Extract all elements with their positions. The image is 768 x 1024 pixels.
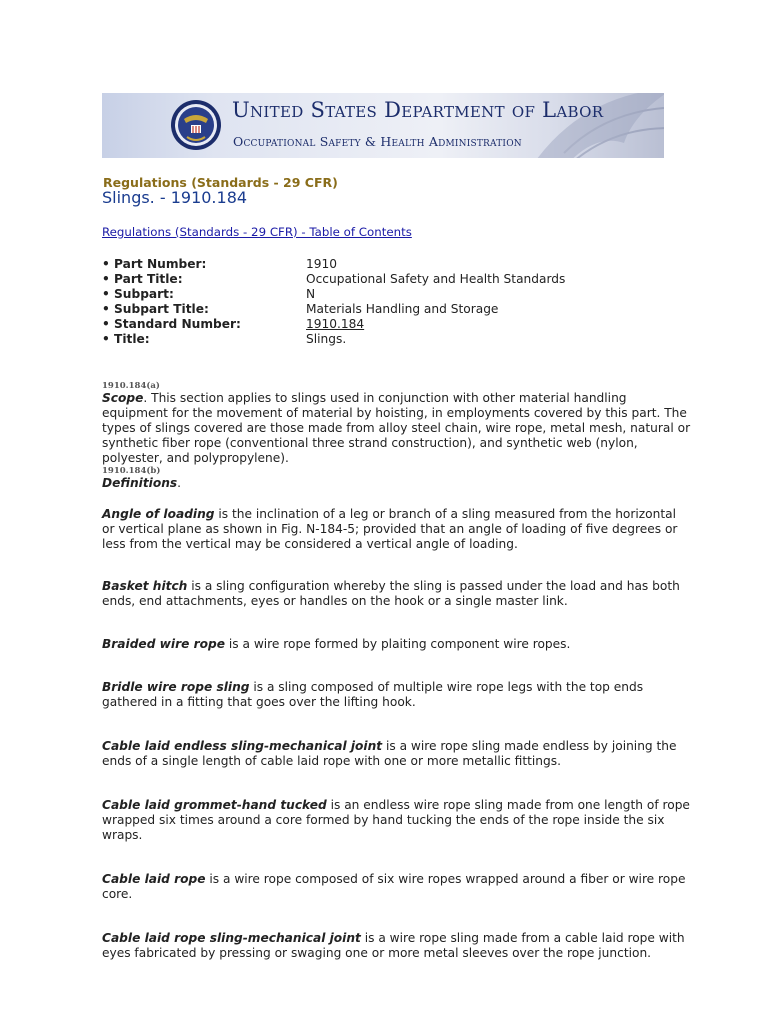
- definitions-suffix: .: [177, 476, 182, 490]
- definition-text: is a sling configuration whereby the sling is passed under the load and has both ends, end attachments, eyes or handles on the hook or a single master link.: [102, 579, 680, 608]
- banner-department-title: United States Department of Labor: [232, 98, 604, 122]
- dol-osha-banner: [102, 93, 664, 158]
- table-of-contents-link[interactable]: Regulations (Standards - 29 CFR) - Table of Contents: [102, 225, 412, 239]
- meta-label: • Subpart Title:: [102, 302, 209, 316]
- regulation-content: [102, 381, 692, 961]
- definition-term: Angle of loading: [102, 507, 215, 521]
- definition-text: is an endless wire rope sling made from one length of rope wrapped six times around a core formed by hand tucking the ends of the rope inside the six wraps.: [102, 798, 690, 842]
- definition-text: is a wire rope sling made endless by joining the ends of a single length of cable laid rope with one or more metallic fittings.: [102, 739, 677, 768]
- paragraph-id-a: 1910.184(a): [102, 381, 160, 391]
- scope-term: Scope: [102, 391, 144, 405]
- meta-label: • Part Title:: [102, 272, 183, 286]
- meta-value: N: [306, 287, 316, 301]
- definition-term: Cable laid rope: [102, 872, 206, 886]
- definitions-heading: [102, 476, 692, 491]
- definition-cable-laid-rope-sling: [102, 931, 692, 961]
- paragraph-id-b: 1910.184(b): [102, 466, 161, 476]
- definitions-term: Definitions: [102, 476, 178, 490]
- meta-value: 1910: [306, 257, 338, 271]
- definition-text: is a wire rope composed of six wire ropes wrapped around a fiber or wire rope core.: [102, 872, 686, 901]
- definition-cable-laid-rope: [102, 872, 692, 902]
- definition-text: is a wire rope formed by plaiting component wire ropes.: [225, 637, 571, 651]
- definition-text: is a wire rope sling made from a cable laid rope with eyes fabricated by pressing or swaging one or more metal sleeves over the rope junction.: [102, 931, 685, 960]
- meta-label: • Standard Number:: [102, 317, 241, 331]
- definition-text: is the inclination of a leg or branch of a sling measured from the horizontal or vertical plane as shown in Fig. N-184-5; provided that an angle of loading of five degrees or less from the vertical may be considered a vertical angle of loading.: [102, 507, 678, 551]
- meta-label: • Subpart:: [102, 287, 174, 301]
- definition-cable-laid-grommet: [102, 798, 692, 843]
- scope-paragraph: [102, 391, 692, 466]
- meta-value: Materials Handling and Storage: [306, 302, 499, 316]
- dol-seal-icon: [170, 99, 222, 151]
- definition-term: Basket hitch: [102, 579, 188, 593]
- standard-number-link[interactable]: 1910.184: [306, 317, 365, 331]
- meta-value: Occupational Safety and Health Standards: [306, 272, 566, 286]
- banner-agency-title: Occupational Safety & Health Administration: [233, 134, 522, 149]
- definition-cable-laid-endless-sling: [102, 739, 692, 769]
- definition-term: Bridle wire rope sling: [102, 680, 250, 694]
- definition-braided-wire-rope: [102, 637, 692, 652]
- definition-term: Braided wire rope: [102, 637, 225, 651]
- meta-value: Slings.: [306, 332, 347, 346]
- scope-text: . This section applies to slings used in conjunction with other material handling equipment for the movement of material by hoisting, in employments covered by this part. The types of slings covered are those made from alloy steel chain, wire rope, metal mesh, natural or synthetic fiber rope (conventional three strand construction), and synthetic web (nylon, polyester, and polypropylene).: [102, 391, 691, 465]
- meta-label: • Part Number:: [102, 257, 207, 271]
- page-title: Slings. - 1910.184: [102, 188, 248, 207]
- definition-basket-hitch: [102, 579, 692, 609]
- definition-bridle-wire-rope-sling: [102, 680, 692, 710]
- definition-angle-of-loading: [102, 507, 692, 552]
- definition-term: Cable laid rope sling-mechanical joint: [102, 931, 361, 945]
- definition-term: Cable laid endless sling-mechanical joint: [102, 739, 383, 753]
- definition-text: is a sling composed of multiple wire rope legs with the top ends gathered in a fitting that goes over the lifting hook.: [102, 680, 644, 709]
- definition-term: Cable laid grommet-hand tucked: [102, 798, 327, 812]
- meta-label: • Title:: [102, 332, 150, 346]
- regulations-heading: Regulations (Standards - 29 CFR): [103, 175, 338, 190]
